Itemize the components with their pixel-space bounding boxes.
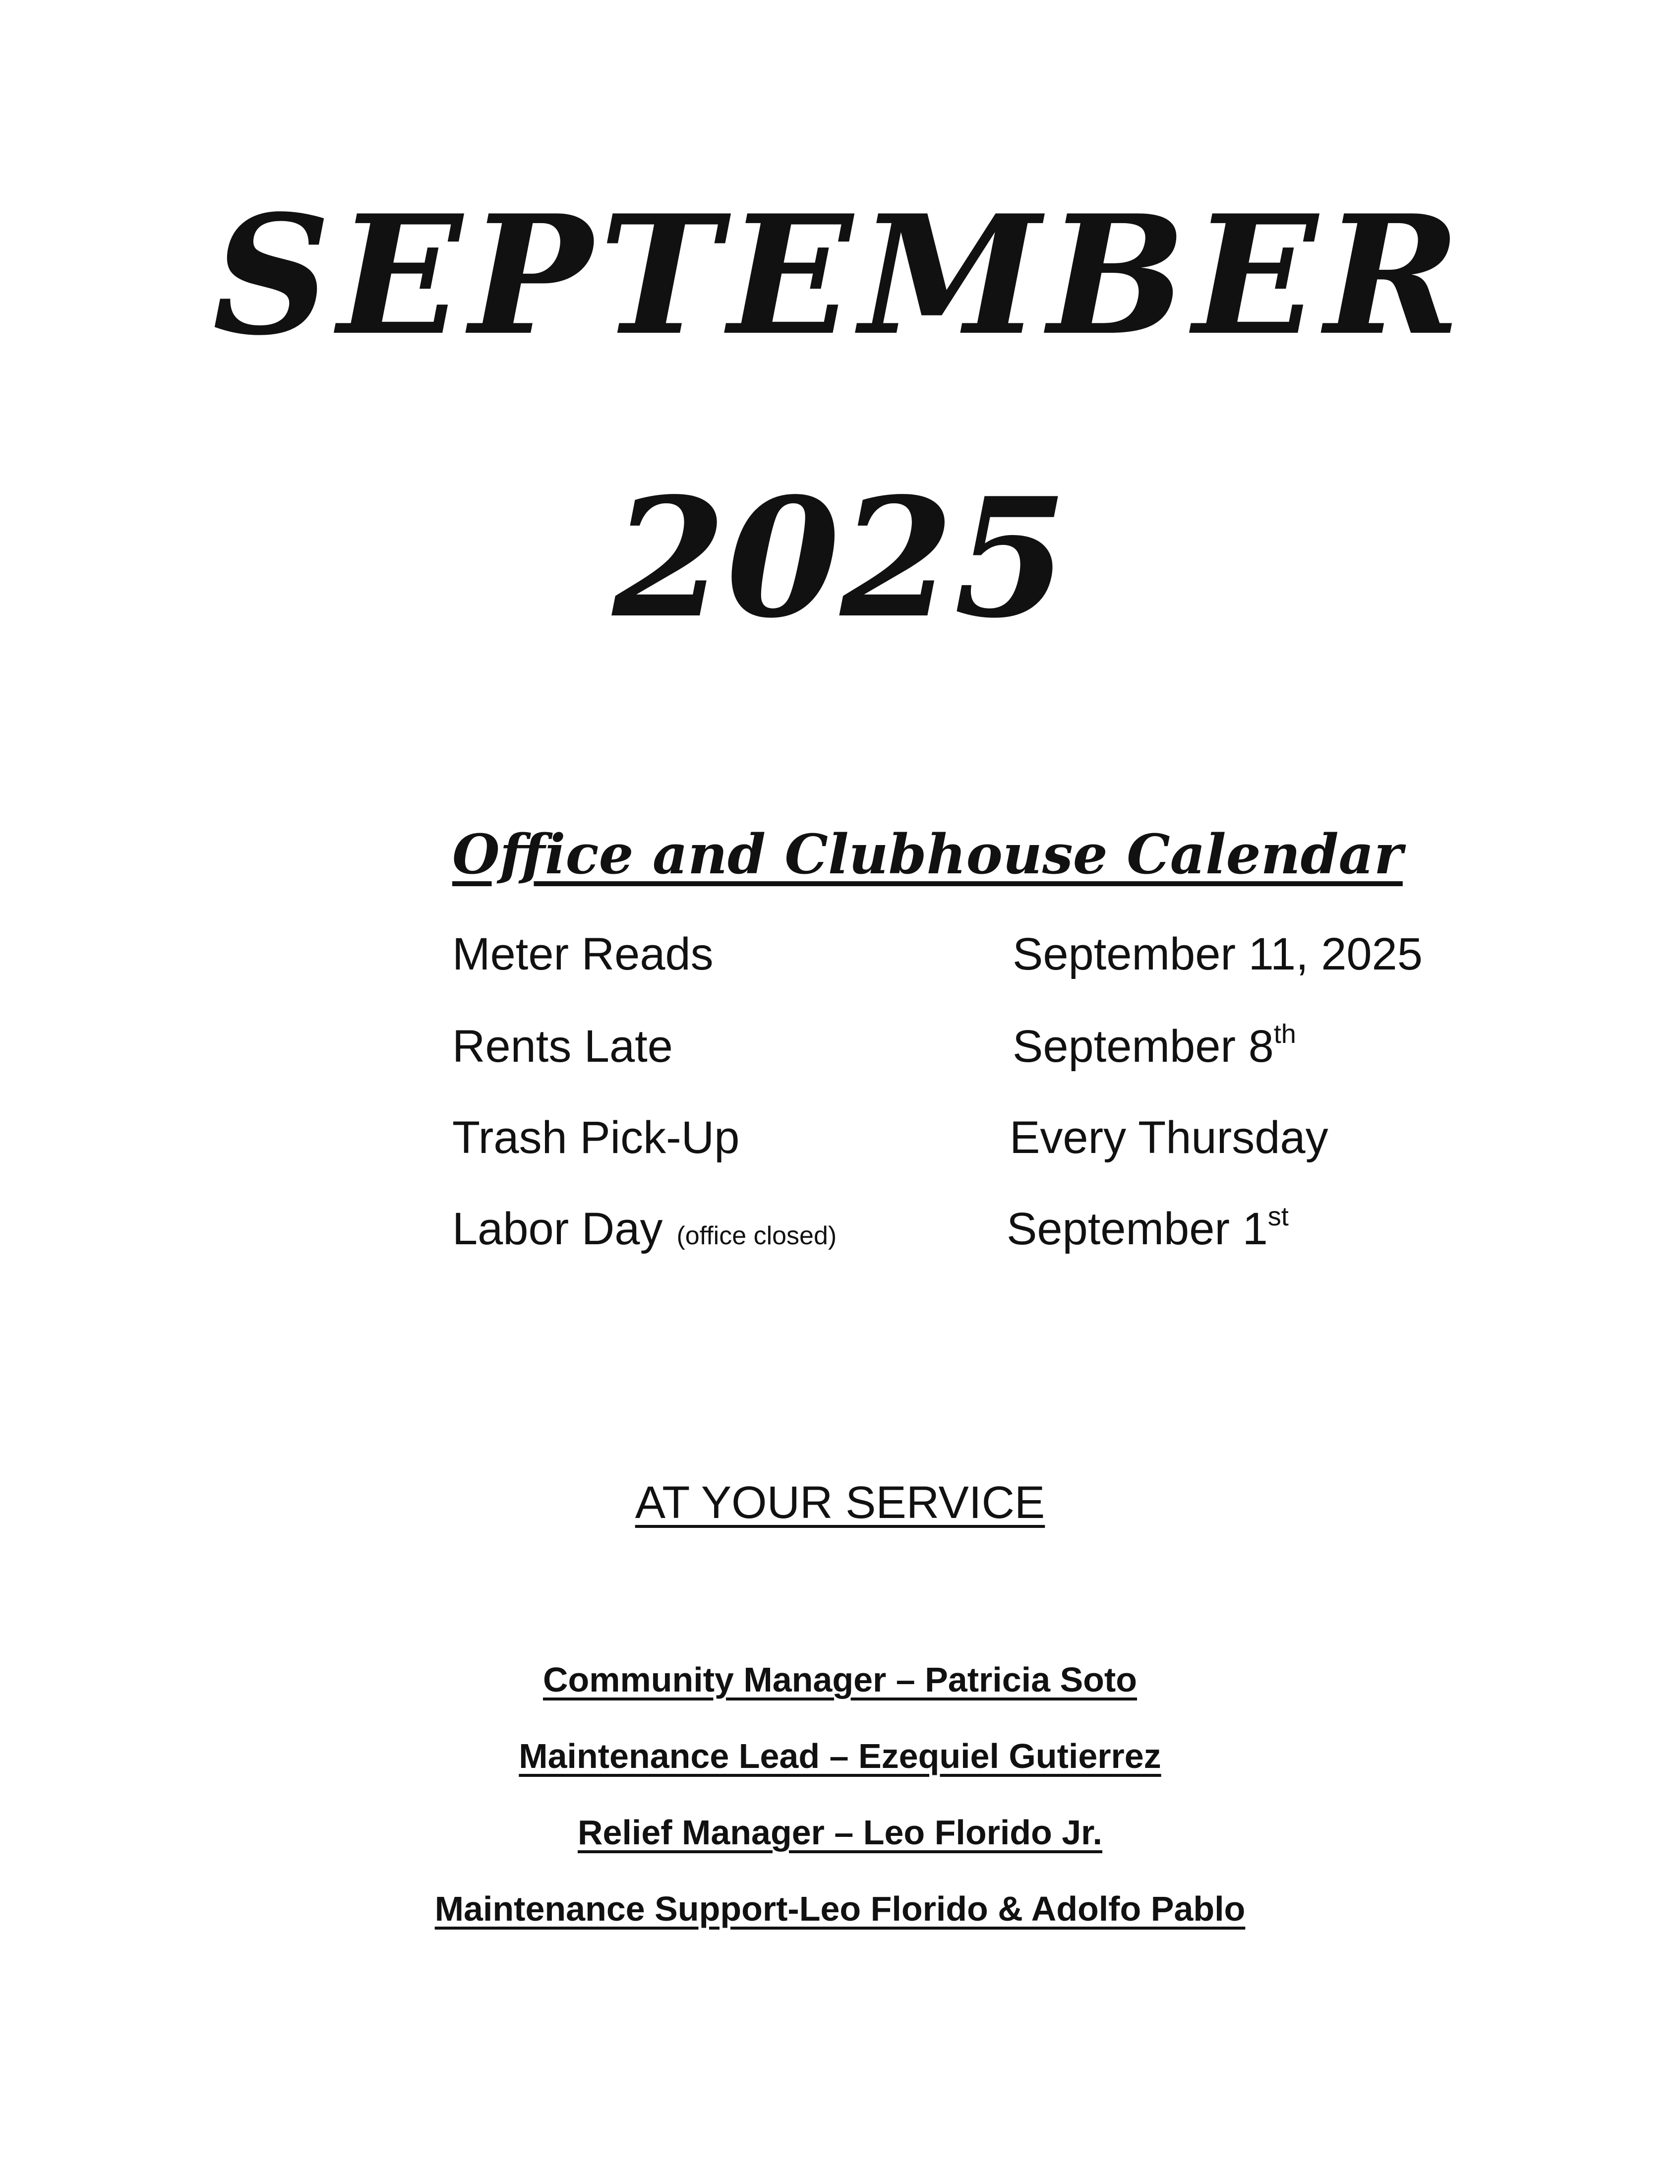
calendar-row-label: Meter Reads bbox=[452, 929, 714, 979]
calendar-row bbox=[0, 1019, 1680, 1083]
staff-line: Maintenance Lead – Ezequiel Gutierrez bbox=[519, 1737, 1161, 1775]
service-heading: AT YOUR SERVICE bbox=[635, 1477, 1045, 1528]
office-closed-note: (office closed) bbox=[676, 1221, 837, 1250]
calendar-row-label: Trash Pick-Up bbox=[452, 1112, 740, 1163]
staff-line: Maintenance Support-Leo Florido & Adolfo Pablo bbox=[434, 1889, 1246, 1928]
calendar-row-label: Labor Day (office closed) bbox=[452, 1204, 837, 1254]
month-title: SEPTEMBER bbox=[212, 179, 1468, 371]
year-title: 2025 bbox=[612, 462, 1068, 654]
calendar-row-value: September 11, 2025 bbox=[1013, 929, 1423, 979]
calendar-row-value: September 8th bbox=[1013, 1019, 1296, 1072]
ordinal-suffix: th bbox=[1273, 1019, 1296, 1049]
calendar-row-value: Every Thursday bbox=[1010, 1112, 1328, 1163]
calendar-row-value: September 1st bbox=[1007, 1202, 1289, 1254]
calendar-row bbox=[0, 1202, 1680, 1266]
ordinal-suffix: st bbox=[1267, 1202, 1289, 1231]
staff-line: Community Manager – Patricia Soto bbox=[542, 1660, 1138, 1699]
staff-line: Relief Manager – Leo Florido Jr. bbox=[577, 1813, 1103, 1852]
calendar-row bbox=[0, 1112, 1680, 1174]
calendar-heading: Office and Clubhouse Calendar bbox=[452, 822, 1403, 886]
calendar-row-label: Rents Late bbox=[452, 1021, 673, 1072]
calendar-row bbox=[0, 931, 1680, 991]
